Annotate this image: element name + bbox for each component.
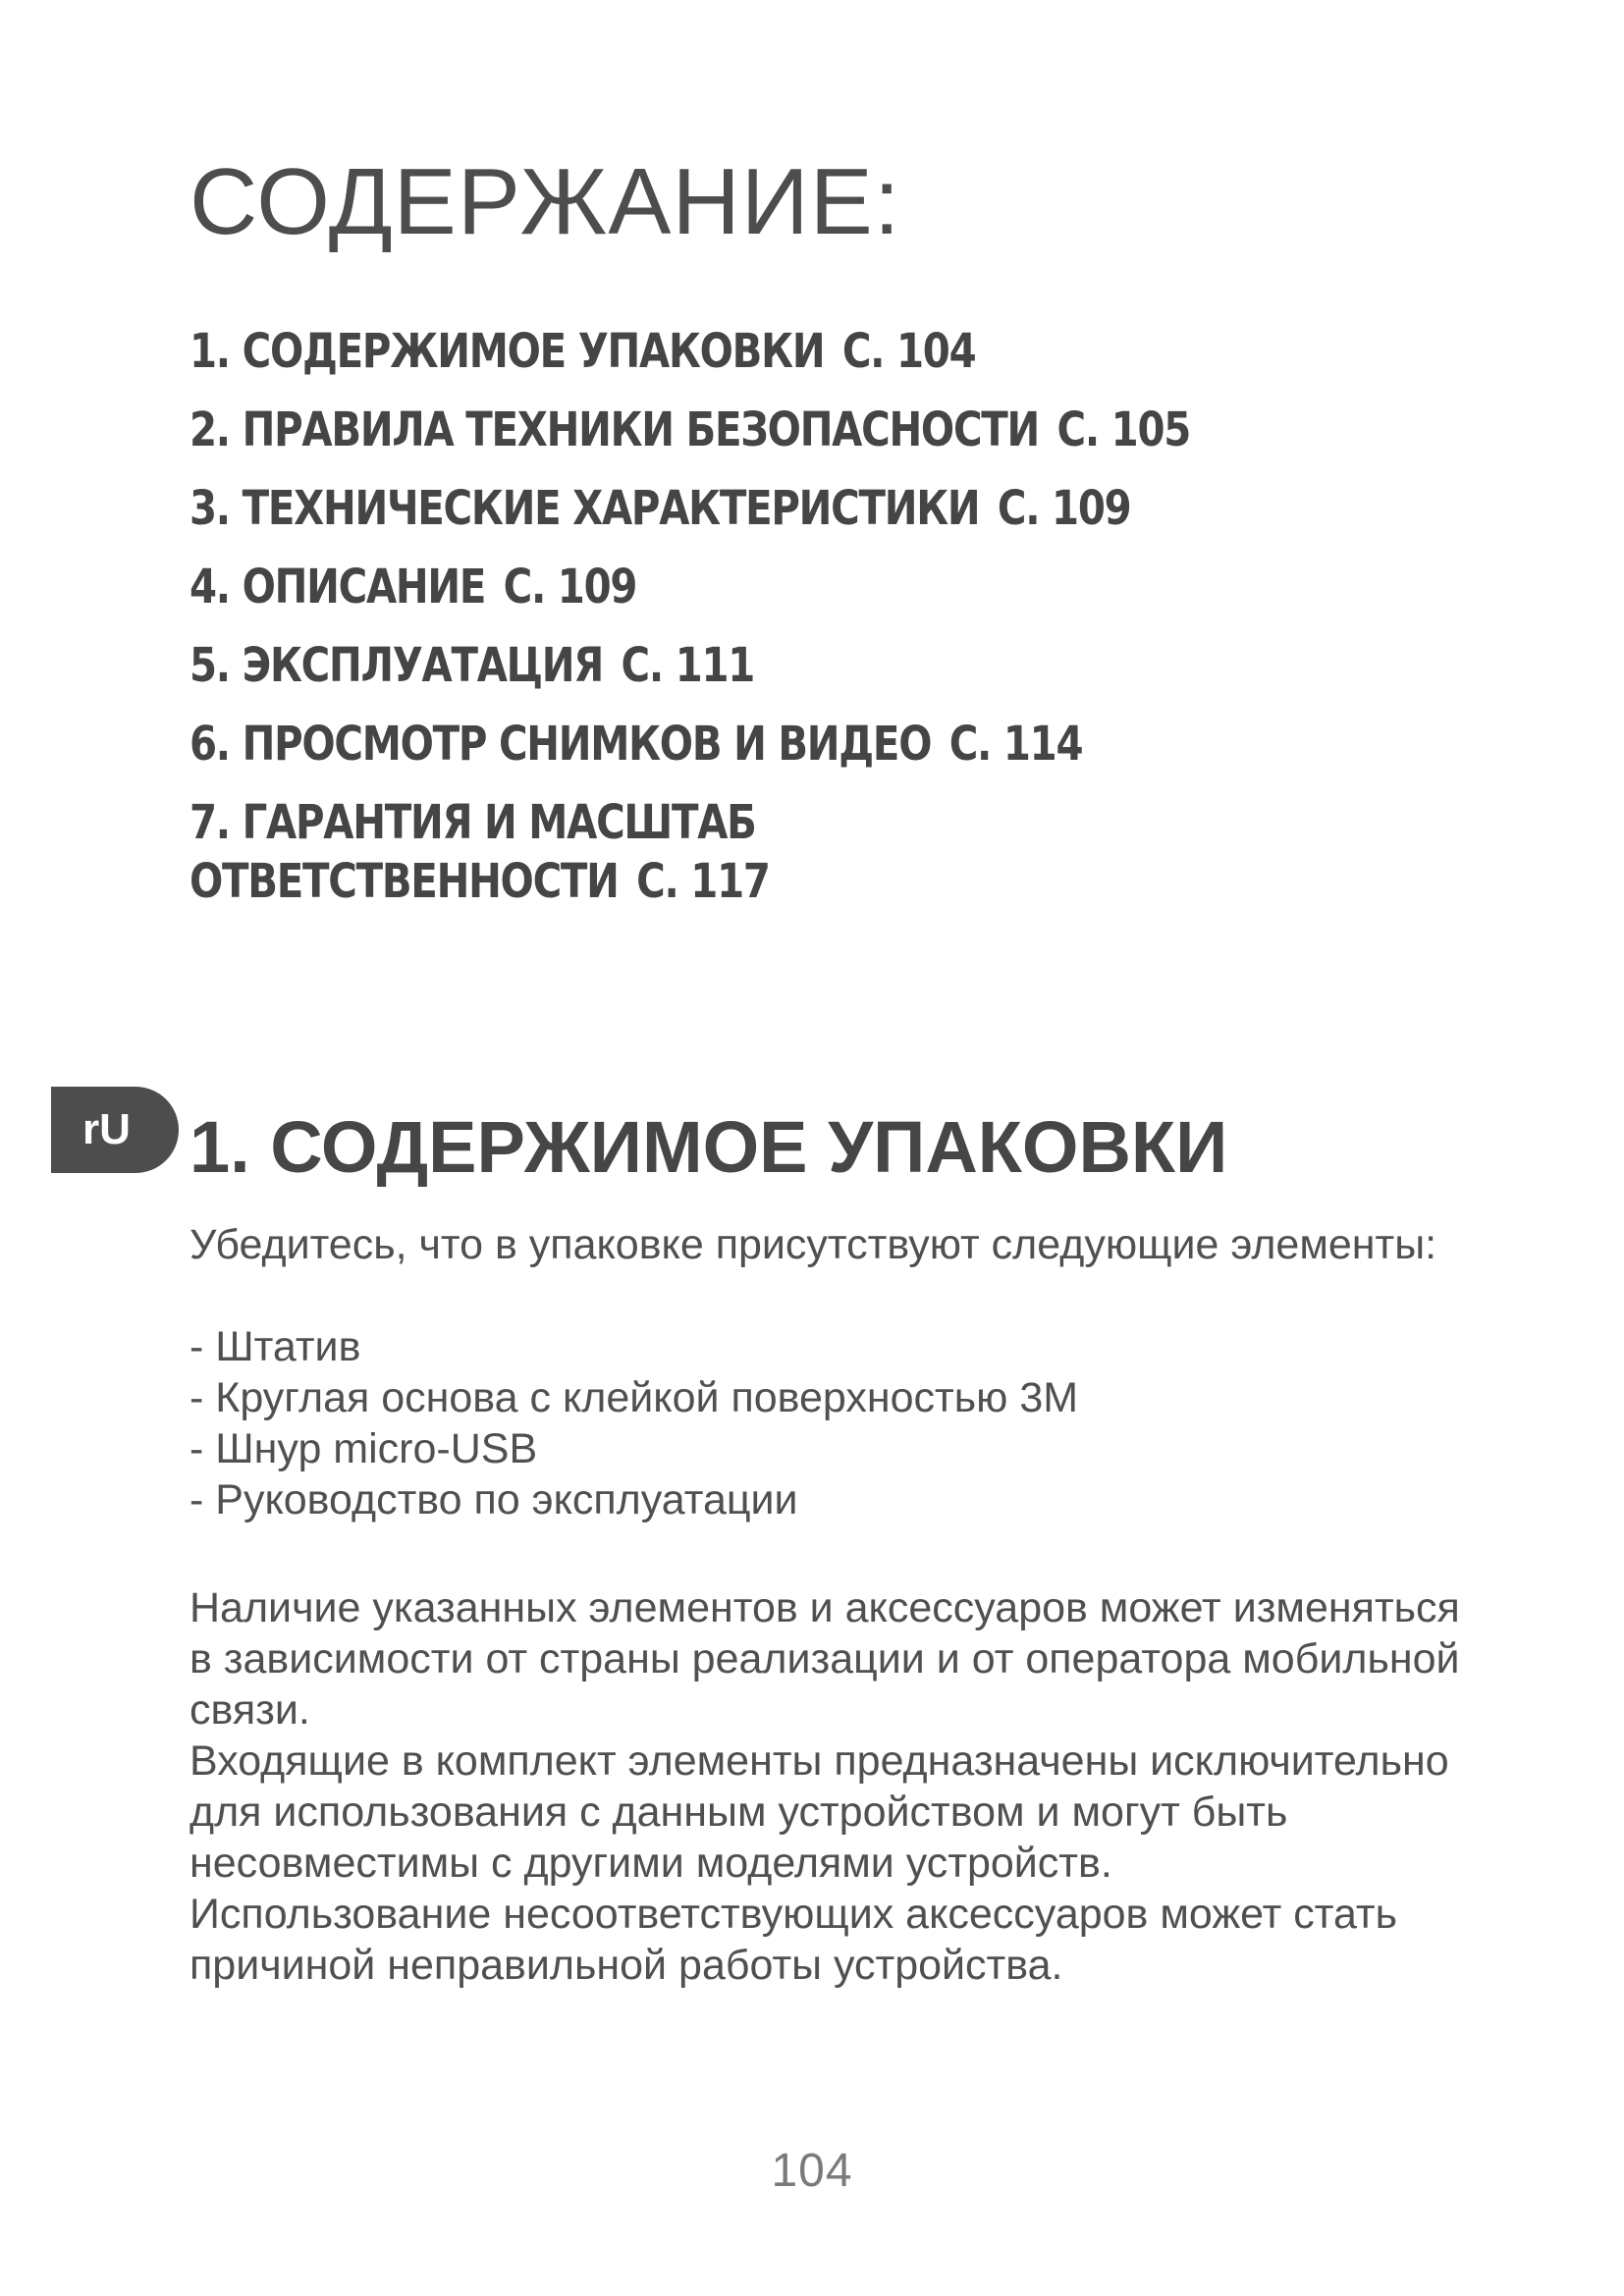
toc-page-ref: С. 114 [948,717,1083,772]
list-item: - Шнур micro-USB [189,1425,538,1472]
notes-paragraph: Использование несоответствующих аксессуаров может стать причиной неправильной работы устройства. [189,1891,1398,1989]
toc-item-label: 3. ТЕХНИЧЕСКИЕ ХАРАКТЕРИСТИКИ [189,481,980,536]
toc-item-label-line2: ОТВЕТСТВЕННОСТИ [189,854,619,909]
toc-list [189,312,1190,911]
toc-page-ref: С. 109 [503,560,637,614]
language-badge: rU [51,1087,179,1173]
list-item: - Круглая основа с клейкой поверхностью 3M [189,1374,1079,1421]
toc-item-operation[interactable] [189,626,1190,705]
notes-paragraph: Входящие в комплект элементы предназначены исключительно для использования с данным устройством и могут быть несовместимы с другими моделями устройств. [189,1737,1449,1887]
toc-page-ref: С. 105 [1056,402,1191,457]
toc-item-label: 5. ЭКСПЛУАТАЦИЯ [189,638,604,693]
toc-item-safety[interactable] [189,391,1190,469]
toc-item-description[interactable] [189,548,1190,626]
toc-item-label: 6. ПРОСМОТР СНИМКОВ И ВИДЕО [189,717,932,772]
toc-page-ref: С. 109 [997,481,1131,536]
toc-item-label: 7. ГАРАНТИЯ И МАСШТАБ [189,795,756,850]
toc-title: СОДЕРЖАНИЕ: [189,149,901,254]
notes-paragraph: Наличие указанных элементов и аксессуаров может изменяться в зависимости от страны реализации и от оператора мобильной связи. [189,1584,1460,1734]
list-item: - Штатив [189,1323,361,1370]
package-items-list [189,1321,1078,1525]
toc-item-label: 1. СОДЕРЖИМОЕ УПАКОВКИ [189,324,825,379]
toc-item-specs[interactable] [189,469,1190,548]
toc-page-ref: С. 111 [621,638,755,693]
toc-item-warranty[interactable] [189,783,1190,911]
section-notes [189,1582,1466,1991]
section-title: 1. СОДЕРЖИМОЕ УПАКОВКИ [189,1106,1228,1188]
list-item: - Руководство по эксплуатации [189,1476,798,1523]
toc-item-contents[interactable] [189,312,1190,391]
toc-item-label: 4. ОПИСАНИЕ [189,560,486,614]
toc-page-ref: С. 104 [841,324,976,379]
page-number: 104 [771,2145,853,2197]
toc-page-ref: С. 117 [636,854,770,909]
toc-item-label: 2. ПРАВИЛА ТЕХНИКИ БЕЗОПАСНОСТИ [189,402,1040,457]
toc-item-viewing[interactable] [189,705,1190,783]
section-intro: Убедитесь, что в упаковке присутствуют следующие элементы: [189,1221,1437,1268]
